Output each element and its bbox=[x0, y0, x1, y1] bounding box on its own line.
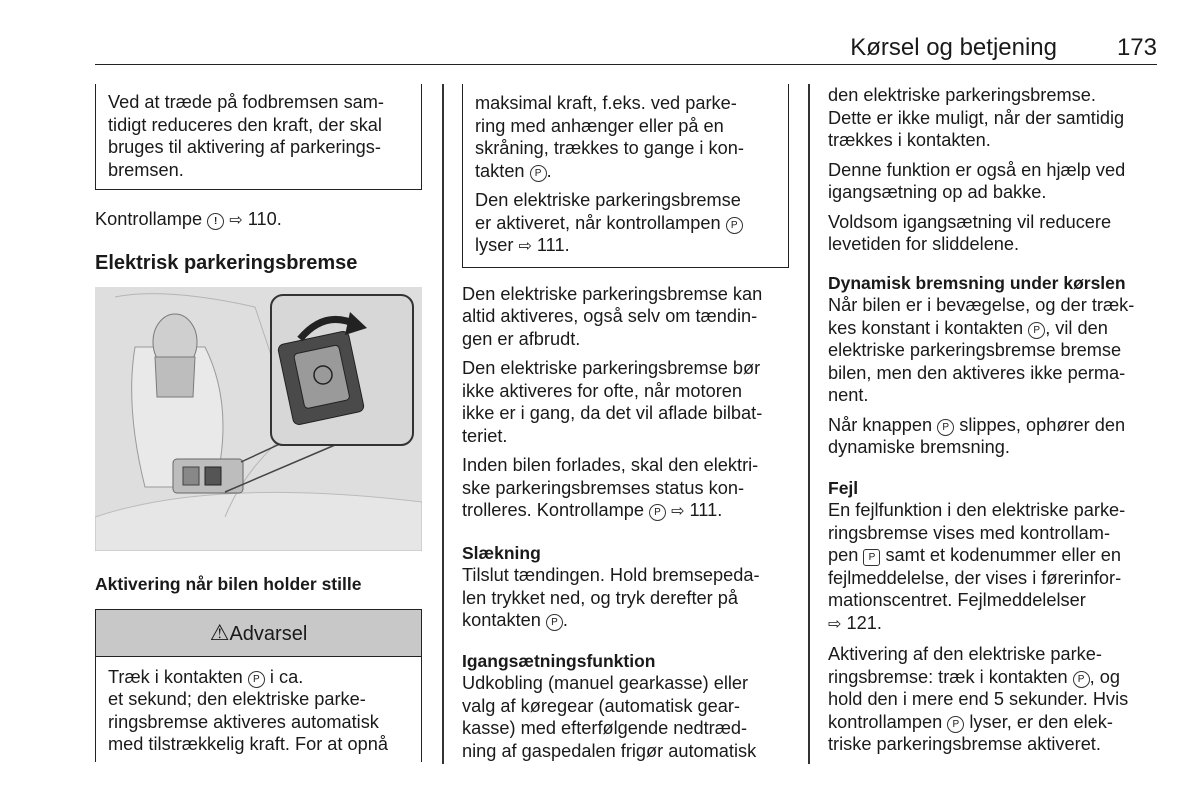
parking-brake-icon: P bbox=[1073, 671, 1090, 688]
note-box: Ved at træde på fodbremsen sam- tidigt reduceres den kraft, der skal bruges til aktivering af parkerings- bremsen. bbox=[95, 84, 422, 190]
paragraph: Tilslut tændingen. Hold bremsepeda- len trykket ned, og tryk derefter på kontakten P . bbox=[462, 565, 760, 630]
page-number: 173 bbox=[1116, 34, 1157, 61]
section-title: Kørsel og betjening bbox=[850, 34, 1057, 61]
brake-fault-icon: P bbox=[863, 549, 880, 566]
parking-brake-icon: P bbox=[530, 165, 547, 182]
subheading: Slækning bbox=[462, 542, 541, 563]
ref-arrow-icon: ⇨ bbox=[828, 615, 842, 633]
parking-brake-icon: P bbox=[726, 217, 743, 234]
column-1 bbox=[95, 84, 422, 762]
column-3 bbox=[828, 84, 1158, 756]
paragraph: Inden bilen forlades, skal den elektri- ske parkeringsbremses status kon- trolleres. Kontrollampe P ⇨ 111. bbox=[462, 455, 759, 520]
ref-arrow-icon: ⇨ bbox=[671, 503, 685, 520]
subheading: Dynamisk bremsning under kørslen bbox=[828, 272, 1126, 293]
ref-arrow-icon: ⇨ bbox=[518, 238, 532, 255]
subheading: Igangsætningsfunktion bbox=[462, 650, 656, 671]
parking-brake-icon: P bbox=[248, 671, 265, 688]
warning-box: ⚠Advarsel Træk i kontakten P i ca. et sekund; den elektriske parke- ringsbremse aktiveres automatisk med tilstrækkelig kraft. For at opnå bbox=[95, 609, 422, 762]
brake-warning-icon: ! bbox=[207, 213, 224, 230]
paragraph: En fejlfunktion i den elektriske parke- ringsbremse vises med kontrollam- pen P samt et kodenummer eller en fejlmeddelelse, der vises i førerinfor- mationscentret. Fejlmeddelelser ⇨ 121. bbox=[828, 500, 1126, 633]
section-heading: Elektrisk parkeringsbremse bbox=[95, 251, 358, 274]
subheading: Fejl bbox=[828, 477, 859, 498]
paragraph: Den elektriske parkeringsbremse kan altid aktiveres, også selv om tændin- gen er afbrudt. bbox=[462, 283, 763, 349]
parking-brake-icon: P bbox=[947, 716, 964, 733]
column-divider bbox=[808, 84, 810, 764]
column-divider bbox=[442, 84, 444, 764]
warning-box-continued: maksimal kraft, f.eks. ved parke- ring med anhænger eller på en skråning, trækkes to gange i kon- takten P . Den elektriske parkeringsbremse er aktiveret, når kontrollampen P lyser ⇨ 111. bbox=[462, 84, 789, 268]
paragraph: Når knappen P slippes, ophører den dynamiske bremsning. bbox=[828, 414, 1126, 457]
warning-header: ⚠Advarsel bbox=[96, 610, 421, 657]
paragraph: den elektriske parkeringsbremse. Dette er ikke muligt, når der samtidig trækkes i kontakten. bbox=[828, 85, 1125, 150]
paragraph: Voldsom igangsætning vil reducere levetiden for sliddelene. bbox=[828, 211, 1112, 254]
column-2 bbox=[462, 84, 789, 762]
page-header bbox=[95, 34, 1157, 65]
parking-brake-icon: P bbox=[1028, 322, 1045, 339]
paragraph: Den elektriske parkeringsbremse bør ikke aktiveres for ofte, når motoren ikke er i gang, da det vil aflade bilbat- teriet. bbox=[462, 358, 763, 446]
paragraph: Aktivering af den elektriske parke- ringsbremse: træk i kontakten P , og hold den i mere end 5 sekunder. Hvis kontrollampen P lyser, er den elek- triske parkeringsbremse aktiveret. bbox=[828, 644, 1129, 754]
parking-brake-illustration bbox=[95, 287, 422, 551]
parking-brake-icon: P bbox=[546, 614, 563, 631]
kontrol-line: Kontrollampe ! ⇨ 110. bbox=[95, 209, 282, 229]
warning-triangle-icon: ⚠ bbox=[209, 619, 230, 645]
parking-brake-icon: P bbox=[937, 419, 954, 436]
ref-arrow-icon: ⇨ bbox=[229, 212, 243, 229]
paragraph: Denne funktion er også en hjælp ved igangsætning op ad bakke. bbox=[828, 159, 1126, 202]
parking-brake-icon: P bbox=[649, 504, 666, 521]
paragraph: Når bilen er i bevægelse, og der træk- kes konstant i kontakten P , vil den elektriske parkeringsbremse bremse bilen, men den aktiveres ikke perma- nent. bbox=[828, 295, 1135, 405]
subheading: Aktivering når bilen holder stille bbox=[95, 574, 362, 594]
paragraph: Udkobling (manuel gearkasse) eller valg af køregear (automatisk gear- kasse) med efterfølgende nedtræd- ning af gaspedalen frigør automatisk bbox=[462, 673, 757, 761]
